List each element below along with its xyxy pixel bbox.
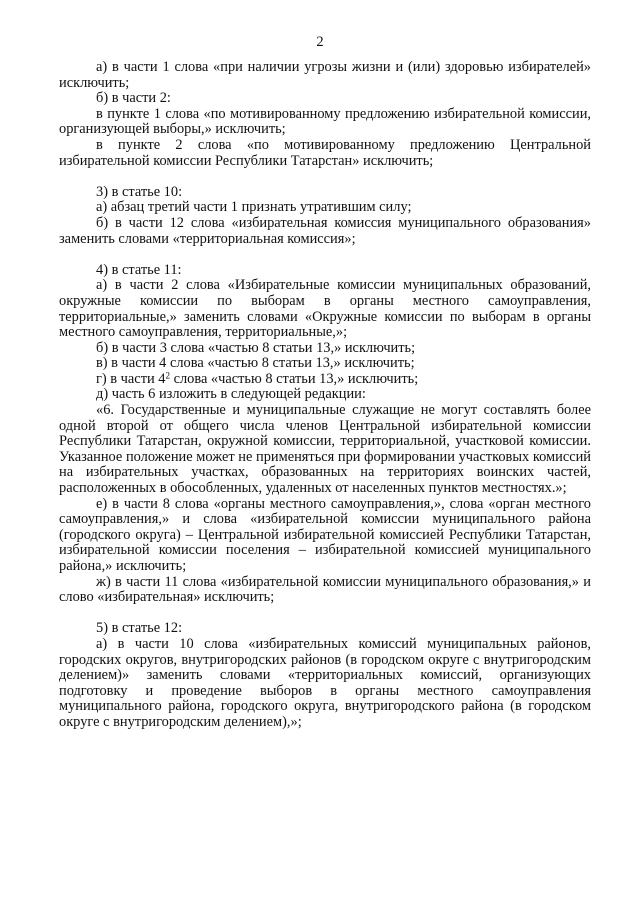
paragraph: б) в части 3 слова «частью 8 статьи 13,» исключить; — [96, 339, 416, 356]
paragraph-text: г) в части 4 — [96, 370, 166, 387]
paragraph: а) в части 2 слова «Избирательные комиссии муниципальных образований, окружные комиссии по выборам в органы местного самоуправления, территориальные,» заменить словами «Окружные комиссии по выборам в органы местного самоуправления, территориальные,»; — [59, 277, 591, 341]
paragraph: б) в части 12 слова «избирательная комиссия муниципального образования» заменить словами «территориальная комиссия»; — [59, 214, 591, 247]
paragraph: 3) в статье 10: — [96, 183, 183, 200]
paragraph: 5) в статье 12: — [96, 620, 183, 637]
paragraph: в пункте 1 слова «по мотивированному предложению избирательной комиссии, организующей выборы,» исключить; — [59, 105, 591, 138]
paragraph: а) в части 10 слова «избирательных комиссий муниципальных районов, городских округов, внутригородских районов (в городском округе с внутригородским делением)» заменить словами «территориальных комиссий, организующих подготовку и проведение выборов в органы местного самоуправления муниципального района, городского округа, внутригородского района (в городском округе с внутригородским делением),»; — [59, 635, 591, 730]
blank-line — [59, 247, 591, 263]
document-body — [59, 60, 591, 731]
paragraph: 4) в статье 11: — [96, 261, 182, 278]
paragraph: е) в части 8 слова «органы местного самоуправления,», слова «орган местного самоуправления,» и слова «избирательной комиссии муниципального района (городского округа) – Центральной избирательной комиссией Республики Татарстан, избирательной комиссии поселения – избирательной комиссией муниципального района,» исключить; — [59, 495, 591, 574]
paragraph: в) в части 4 слова «частью 8 статьи 13,» исключить; — [96, 355, 415, 372]
superscript: 2 — [165, 370, 170, 381]
paragraph — [59, 372, 591, 388]
paragraph: а) абзац третий части 1 признать утратившим силу; — [96, 199, 412, 216]
page-number: 2 — [316, 34, 324, 50]
paragraph: ж) в части 11 слова «избирательной комиссии муниципального образования,» и слово «избирательная» исключить; — [59, 573, 591, 606]
paragraph: а) в части 1 слова «при наличии угрозы жизни и (или) здоровью избирателей» исключить; — [59, 59, 591, 91]
paragraph: д) часть 6 изложить в следующей редакции: — [96, 386, 366, 403]
paragraph-text: слова «частью 8 статьи 13,» исключить; — [169, 370, 419, 387]
blank-line — [59, 606, 591, 622]
blank-line — [59, 169, 591, 185]
paragraph: в пункте 2 слова «по мотивированному предложению Центральной избирательной комиссии Республики Татарстан» исключить; — [59, 136, 591, 169]
paragraph: «6. Государственные и муниципальные служащие не могут составлять более одной второй от общего числа членов Центральной избирательной комиссии Республики Татарстан, окружной комиссии, территориальной, участковой комиссии. Указанное положение может не применяться при формировании участковых комиссий на избирательных участках, образованных на территориях воинских частей, расположенных в обособленных, удаленных от населенных пунктов местностях.»; — [59, 402, 591, 497]
paragraph: б) в части 2: — [96, 90, 171, 107]
